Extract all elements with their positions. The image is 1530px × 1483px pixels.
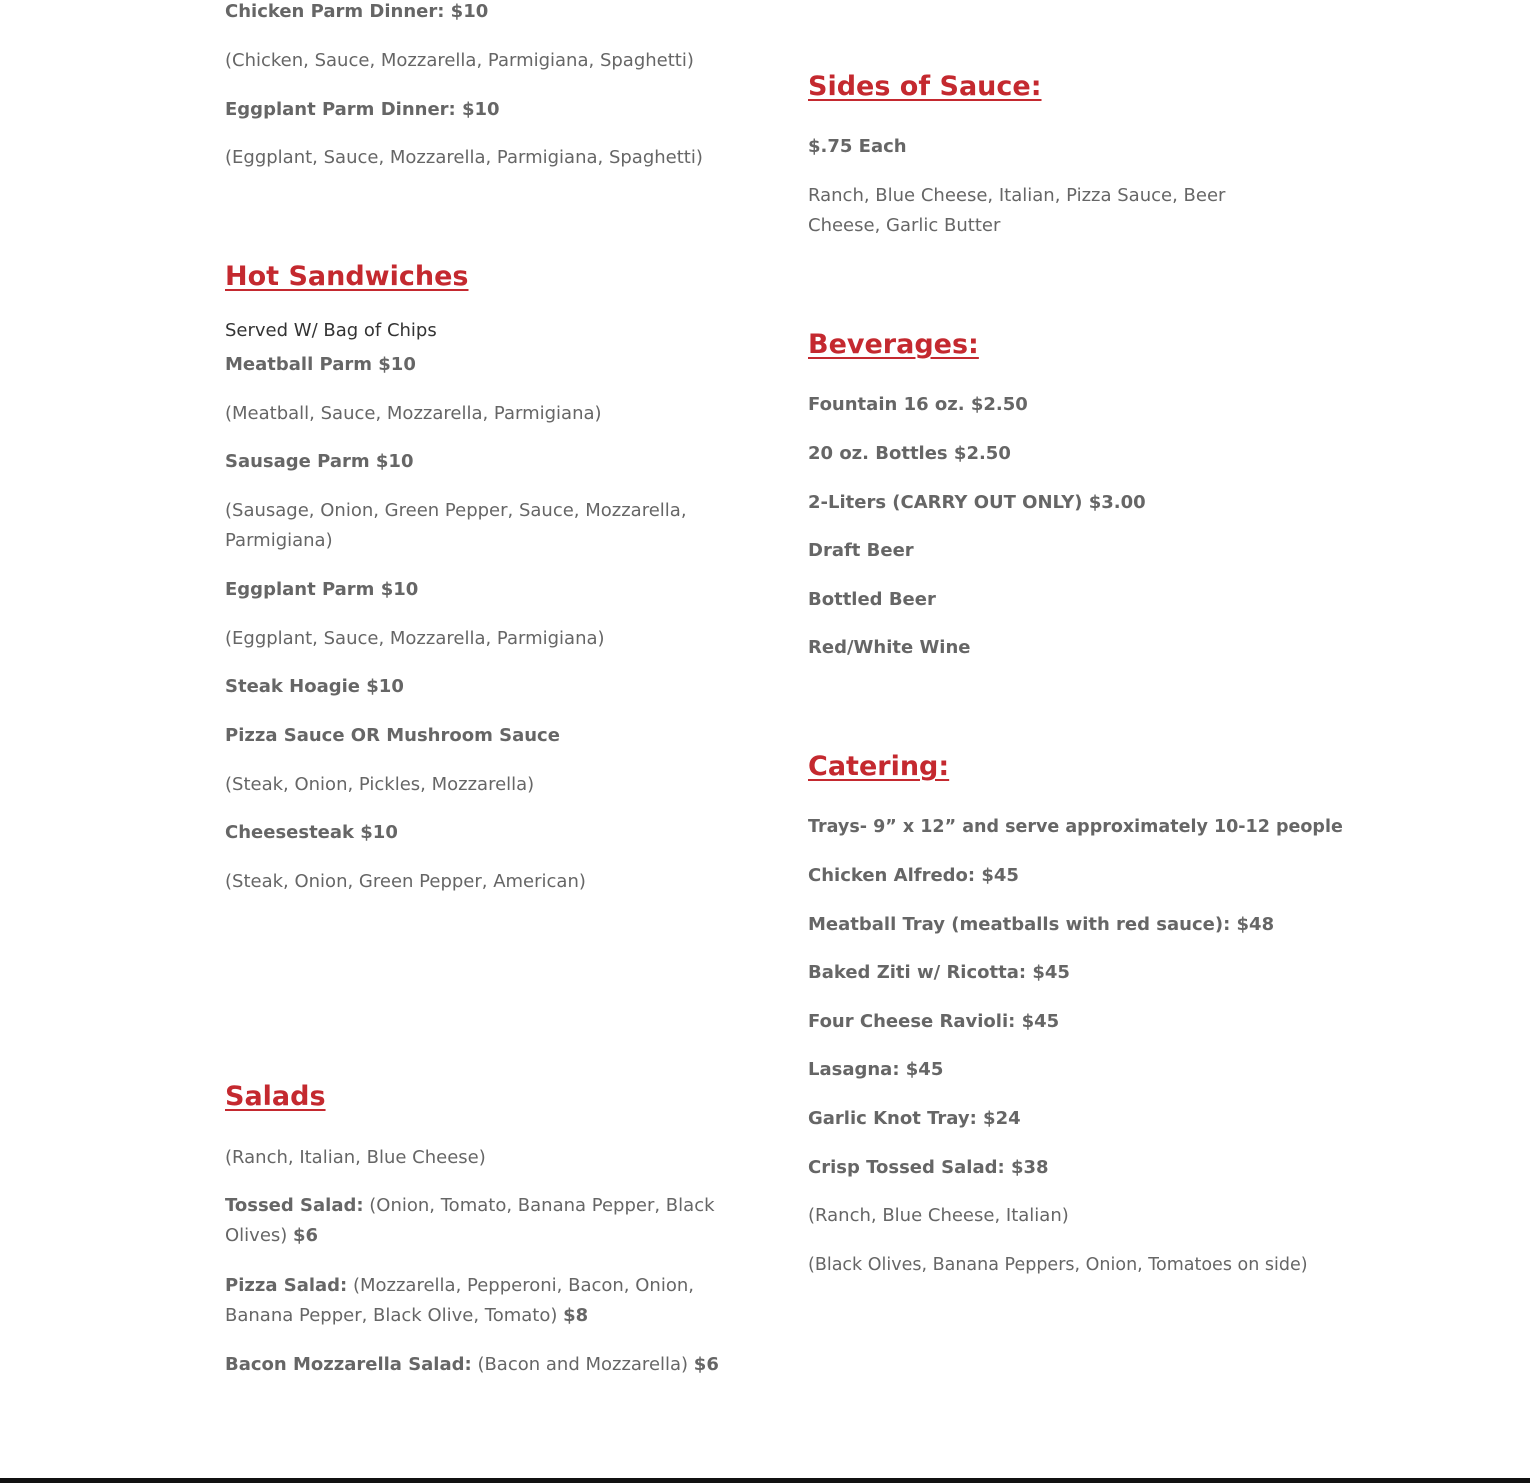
catering-chicken-alfredo: Chicken Alfredo: $45 (808, 865, 1019, 886)
salad-dressings-list: (Ranch, Italian, Blue Cheese) (225, 1147, 486, 1168)
catering-intro: Trays- 9” x 12” and serve approximately 10-12 people (808, 817, 1343, 837)
pizza-salad-item (225, 1271, 735, 1331)
sausage-parm-item: Sausage Parm $10 (225, 451, 414, 472)
bacon-mozzarella-salad-name: Bacon Mozzarella Salad: (225, 1354, 472, 1375)
eggplant-parm-dinner-description: (Eggplant, Sauce, Mozzarella, Parmigiana, Spaghetti) (225, 147, 703, 168)
beverage-bottles: 20 oz. Bottles $2.50 (808, 443, 1011, 464)
meatball-parm-description: (Meatball, Sauce, Mozzarella, Parmigiana) (225, 403, 602, 424)
pizza-salad-price: $8 (563, 1305, 589, 1326)
sides-of-sauce-price: $.75 Each (808, 136, 907, 157)
footer-divider (0, 1478, 1530, 1483)
pizza-salad-description: (Mozzarella, Pepperoni, Bacon, Onion, Banana Pepper, Black Olive, Tomato) (225, 1275, 694, 1326)
cheesesteak-item: Cheesesteak $10 (225, 822, 398, 843)
catering-salad-dressings: (Ranch, Blue Cheese, Italian) (808, 1205, 1069, 1226)
catering-crisp-tossed-salad: Crisp Tossed Salad: $38 (808, 1157, 1049, 1178)
pizza-salad-name: Pizza Salad: (225, 1275, 348, 1296)
sides-of-sauce-heading: Sides of Sauce: (808, 71, 1042, 102)
tossed-salad-price: $6 (293, 1225, 319, 1246)
catering-meatball-tray: Meatball Tray (meatballs with red sauce): $48 (808, 914, 1275, 935)
hot-sandwiches-heading: Hot Sandwiches (225, 261, 469, 292)
bacon-mozzarella-salad-description: (Bacon and Mozzarella) (471, 1354, 694, 1375)
beverage-bottled-beer: Bottled Beer (808, 589, 936, 610)
catering-garlic-knot-tray: Garlic Knot Tray: $24 (808, 1108, 1021, 1129)
tossed-salad-name: Tossed Salad: (225, 1195, 364, 1216)
beverage-2-liters: 2-Liters (CARRY OUT ONLY) $3.00 (808, 492, 1146, 513)
meatball-parm-item: Meatball Parm $10 (225, 354, 416, 375)
salads-heading: Salads (225, 1081, 326, 1112)
sides-of-sauce-list: Ranch, Blue Cheese, Italian, Pizza Sauce, Beer Cheese, Garlic Butter (808, 185, 1226, 236)
catering-lasagna: Lasagna: $45 (808, 1059, 944, 1080)
bacon-mozzarella-salad-item (225, 1350, 719, 1380)
eggplant-parm-item: Eggplant Parm $10 (225, 579, 419, 600)
catering-four-cheese-ravioli: Four Cheese Ravioli: $45 (808, 1011, 1060, 1032)
beverage-fountain: Fountain 16 oz. $2.50 (808, 394, 1028, 415)
eggplant-parm-dinner-item: Eggplant Parm Dinner: $10 (225, 99, 500, 120)
bacon-mozzarella-salad-price: $6 (693, 1354, 719, 1375)
steak-hoagie-item: Steak Hoagie $10 (225, 676, 404, 697)
tossed-salad-description: (Onion, Tomato, Banana Pepper, Black Olives) (225, 1195, 715, 1246)
beverage-draft-beer: Draft Beer (808, 540, 914, 561)
chicken-parm-dinner-item: Chicken Parm Dinner: $10 (225, 1, 489, 22)
tossed-salad-item (225, 1191, 725, 1251)
catering-salad-sides: (Black Olives, Banana Peppers, Onion, Tomatoes on side) (808, 1255, 1308, 1275)
steak-hoagie-sauce-option: Pizza Sauce OR Mushroom Sauce (225, 725, 560, 746)
steak-hoagie-description: (Steak, Onion, Pickles, Mozzarella) (225, 774, 535, 795)
hot-sandwiches-note: Served W/ Bag of Chips (225, 320, 437, 341)
cheesesteak-description: (Steak, Onion, Green Pepper, American) (225, 871, 586, 892)
catering-baked-ziti: Baked Ziti w/ Ricotta: $45 (808, 962, 1070, 983)
sausage-parm-description: (Sausage, Onion, Green Pepper, Sauce, Mozzarella, Parmigiana) (225, 500, 687, 551)
chicken-parm-dinner-description: (Chicken, Sauce, Mozzarella, Parmigiana, Spaghetti) (225, 50, 694, 71)
beverage-wine: Red/White Wine (808, 637, 971, 658)
beverages-heading: Beverages: (808, 329, 979, 360)
eggplant-parm-description: (Eggplant, Sauce, Mozzarella, Parmigiana) (225, 628, 605, 649)
catering-heading: Catering: (808, 751, 950, 782)
